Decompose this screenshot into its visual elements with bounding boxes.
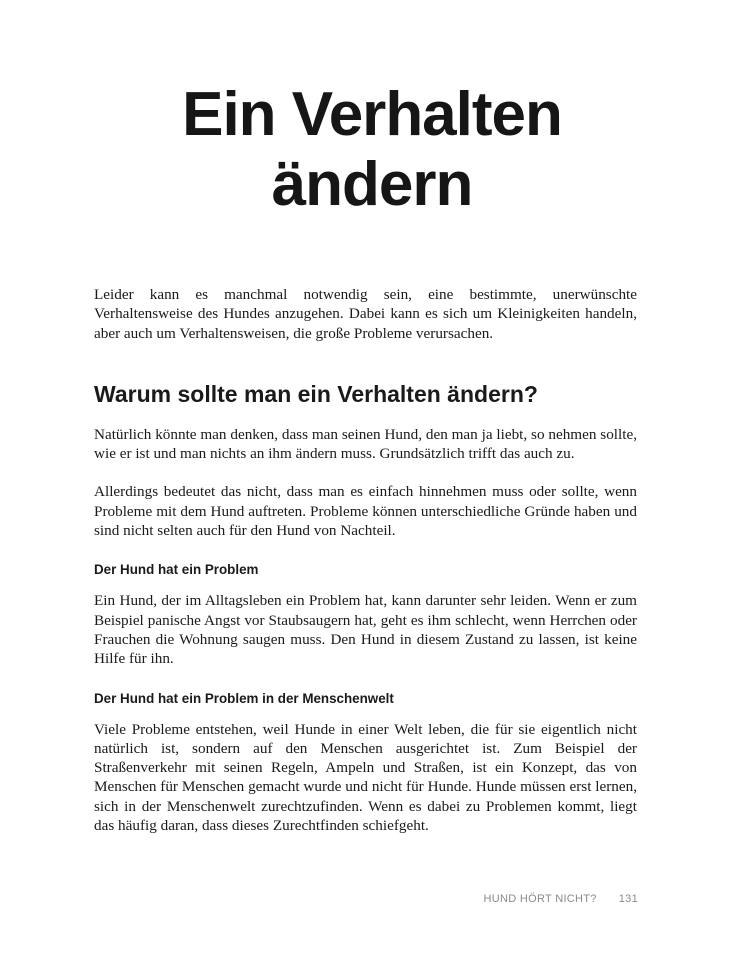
section-heading: Warum sollte man ein Verhalten ändern?	[94, 380, 538, 407]
page-footer	[484, 893, 638, 905]
running-title: HUND HÖRT NICHT?	[483, 893, 597, 905]
page-number: 131	[618, 893, 638, 905]
page-body	[94, 285, 637, 835]
chapter-title-line-2: ändern	[271, 150, 473, 219]
subsection-heading-1: Der Hund hat ein Problem	[94, 562, 259, 578]
subsection-heading-2: Der Hund hat ein Problem in der Menschenwelt	[94, 690, 394, 706]
chapter-title	[0, 80, 744, 220]
subsection-paragraph-2: Viele Probleme entstehen, weil Hunde in einer Welt leben, die für sie eigentlich nicht natürlich ist, sondern auf den Menschen ausgerichtet ist. Zum Beispiel der Straßenverkehr mit seinen Regeln, Ampeln und Straßen, ist ein Konzept, das von Menschen für Menschen gemacht wurde und nicht für Hunde. Hunde müssen erst lernen, sich in der Menschenwelt zurechtzufinden. Wenn es dabei zu Problemen kommt, liegt das häufig daran, dass dieses Zurechtfinden schiefgeht.	[94, 720, 637, 835]
chapter-title-line-1: Ein Verhalten	[182, 80, 562, 149]
intro-paragraph: Leider kann es manchmal notwendig sein, eine bestimmte, unerwünschte Verhaltensweise des Hundes anzugehen. Dabei kann es sich um Kleinigkeiten handeln, aber auch um Verhaltensweisen, die große Probleme verursachen.	[94, 286, 637, 342]
section-paragraph-1: Natürlich könnte man denken, dass man seinen Hund, den man ja liebt, so nehmen sollte, wie er ist und man nichts an ihm ändern muss. Grundsätzlich trifft das auch zu.	[94, 425, 637, 463]
section-paragraph-2: Allerdings bedeutet das nicht, dass man es einfach hinnehmen muss oder sollte, wenn Probleme mit dem Hund auftreten. Probleme können unterschiedliche Gründe haben und sind nicht selten auch für den Hund von Nachteil.	[94, 483, 637, 540]
subsection-paragraph-1: Ein Hund, der im Alltagsleben ein Problem hat, kann darunter sehr leiden. Wenn er zum Beispiel panische Angst vor Staubsaugern hat, geht es ihm schlecht, wenn Herrchen oder Frauchen die Wohnung saugen muss. Den Hund in diesem Zustand zu lassen, ist keine Hilfe für ihn.	[94, 592, 637, 668]
